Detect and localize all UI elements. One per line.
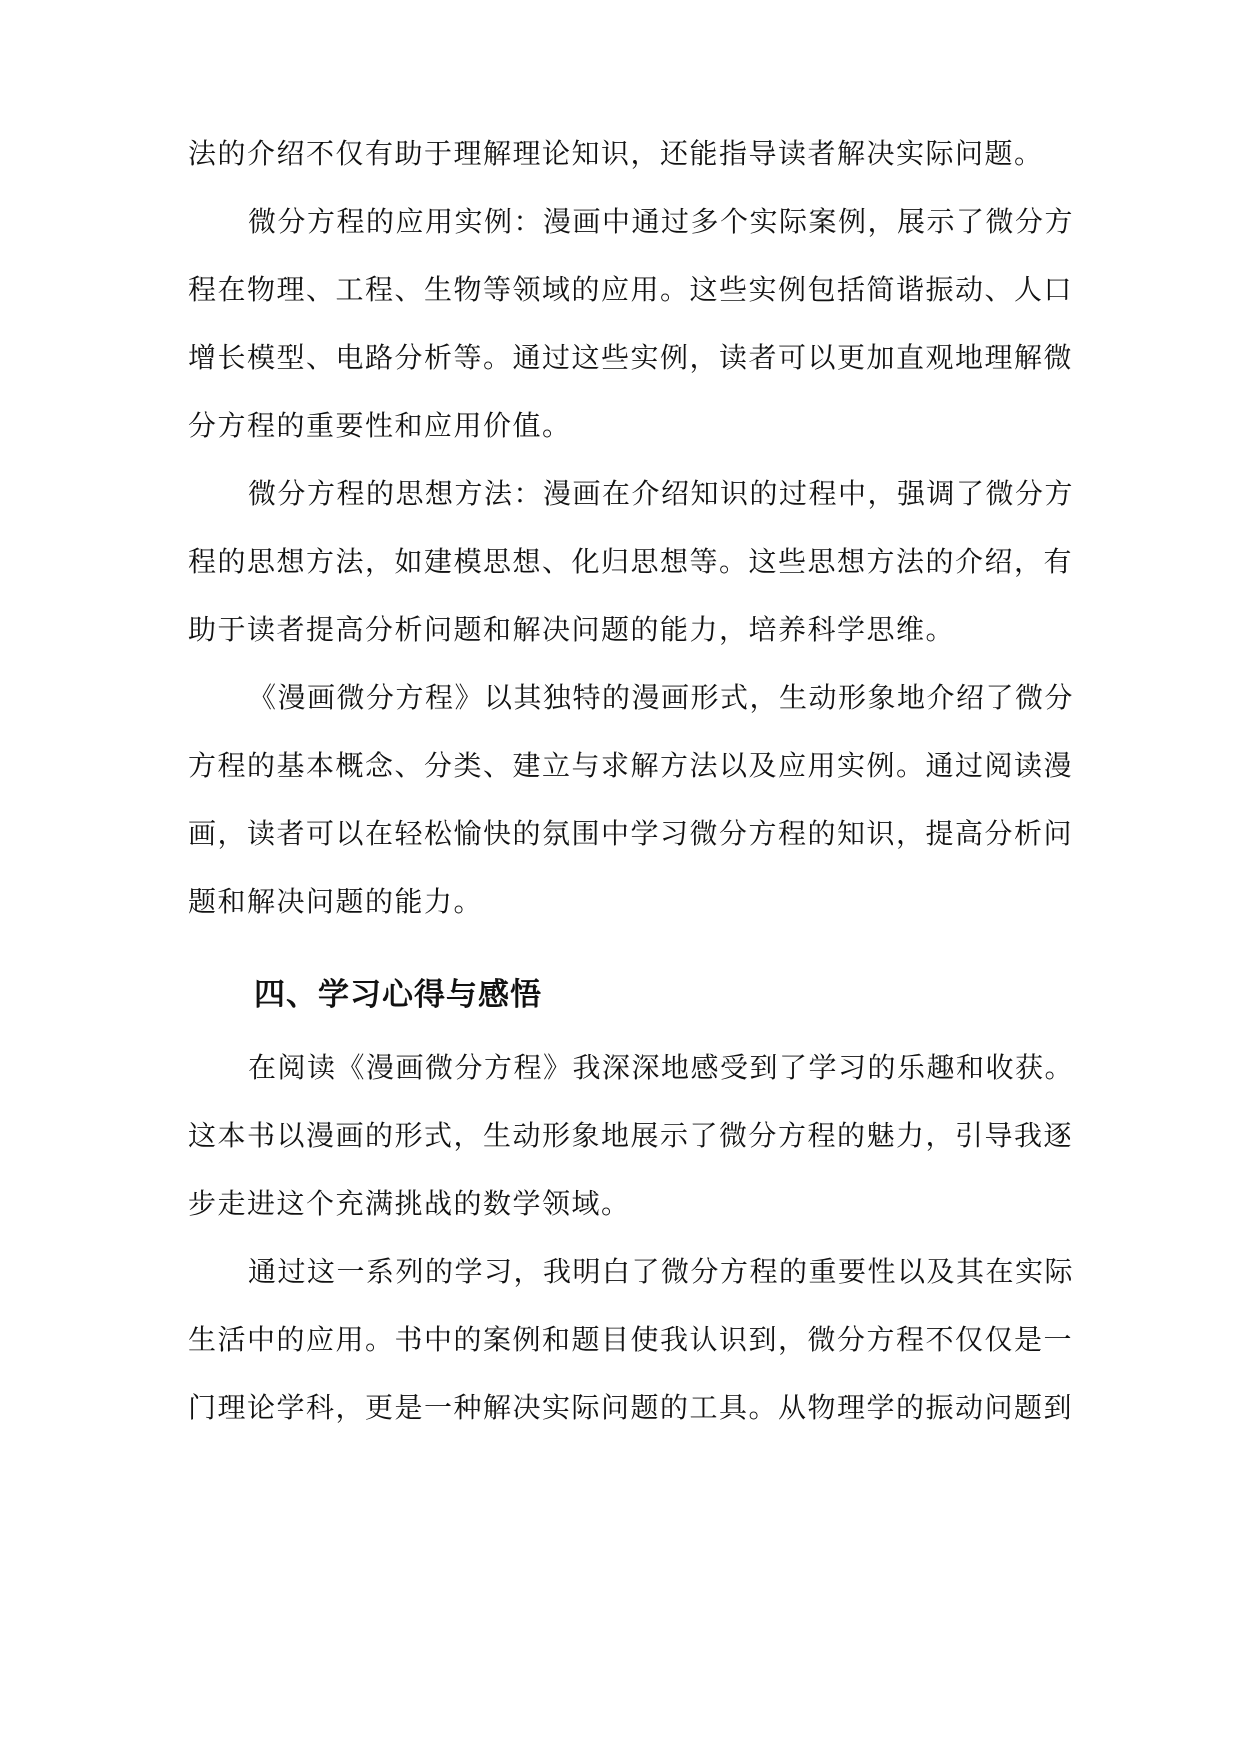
text-line: 生活中的应用。书中的案例和题目使我认识到，微分方程不仅仅是一	[188, 1323, 1074, 1356]
text-line: 这本书以漫画的形式，生动形象地展示了微分方程的魅力，引导我逐	[188, 1119, 1074, 1152]
text-line: 步走进这个充满挑战的数学领域。	[188, 1187, 631, 1220]
text-line: 微分方程的思想方法：漫画在介绍知识的过程中，强调了微分方	[248, 477, 1075, 510]
text-line: 助于读者提高分析问题和解决问题的能力，培养科学思维。	[188, 613, 956, 646]
text-line: 方程的基本概念、分类、建立与求解方法以及应用实例。通过阅读漫	[188, 749, 1074, 782]
text-line: 程的思想方法，如建模思想、化归思想等。这些思想方法的介绍，有	[188, 545, 1074, 578]
section-heading: 四、学习心得与感悟	[254, 977, 542, 1013]
text-line: 程在物理、工程、生物等领域的应用。这些实例包括简谐振动、人口	[188, 273, 1074, 306]
text-line: 在阅读《漫画微分方程》我深深地感受到了学习的乐趣和收获。	[248, 1051, 1075, 1084]
text-line: 增长模型、电路分析等。通过这些实例，读者可以更加直观地理解微	[188, 341, 1074, 374]
text-line: 画，读者可以在轻松愉快的氛围中学习微分方程的知识，提高分析问	[188, 817, 1074, 850]
text-line: 分方程的重要性和应用价值。	[188, 409, 572, 442]
text-line: 门理论学科，更是一种解决实际问题的工具。从物理学的振动问题到	[188, 1391, 1074, 1424]
text-line: 《漫画微分方程》以其独特的漫画形式，生动形象地介绍了微分	[248, 681, 1075, 714]
text-line: 通过这一系列的学习，我明白了微分方程的重要性以及其在实际	[248, 1255, 1075, 1288]
text-line: 微分方程的应用实例：漫画中通过多个实际案例，展示了微分方	[248, 205, 1075, 238]
text-line: 题和解决问题的能力。	[188, 885, 484, 918]
text-line: 法的介绍不仅有助于理解理论知识，还能指导读者解决实际问题。	[188, 137, 1044, 170]
